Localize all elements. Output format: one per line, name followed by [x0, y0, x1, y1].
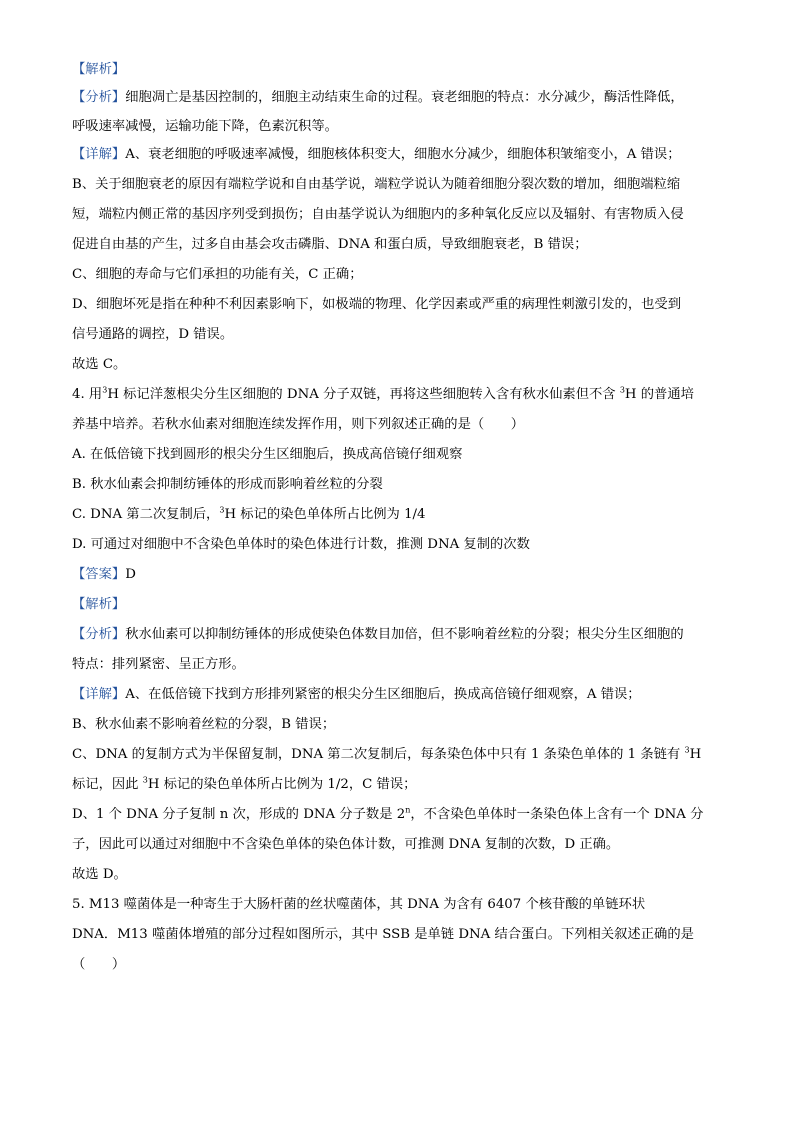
q4-c-line-1: C、DNA 的复制方式为半保留复制，DNA 第二次复制后，每条染色体中只有 1 条染色单体的 1 条链有 $^3$H — [72, 745, 702, 762]
q4-d-line-1: D、1 个 DNA 分子复制 n 次，形成的 DNA 分子数是 2$^n$，不含染色单体时一条染色体上含有一个 DNA 分 — [72, 805, 704, 822]
q3-fenxi-line-2: 呼吸速率减慢，运输功能下降，色素沉积等。 — [72, 119, 338, 134]
q4-stem-line-2: 养基中培养。若秋水仙素对细胞连续发挥作用，则下列叙述正确的是（ ） — [72, 417, 525, 432]
q4-d-line-2: 子，因此可以通过对细胞中不含染色单体的染色体计数，可推测 DNA 复制的次数，D 正确。 — [72, 837, 620, 852]
q4-conclusion: 故选 D。 — [72, 867, 127, 882]
q4-fenxi-line-2: 特点：排列紧密、呈正方形。 — [72, 657, 245, 672]
q5-stem-line-1: 5. M13 噬菌体是一种寄生于大肠杆菌的丝状噬菌体，其 DNA 为含有 6407 个核苷酸的单链环状 — [72, 897, 646, 912]
q4-c-line-2: 标记，因此 $^3$H 标记的染色单体所占比例为 1/2，C 错误； — [72, 775, 417, 792]
q3-b-line-2: 短，端粒内侧正常的基因序列受到损伤；自由基学说认为细胞内的多种氧化反应以及辐射、有害物质入侵 — [72, 207, 684, 222]
q4-option-a: A. 在低倍镜下找到圆形的根尖分生区细胞后，换成高倍镜仔细观察 — [72, 447, 463, 462]
q3-analysis — [72, 88, 722, 137]
q4-answer: 【答案】D — [72, 567, 136, 582]
q4-option-b: B. 秋水仙素会抑制纺锤体的形成而影响着丝粒的分裂 — [72, 477, 383, 492]
q5-stem-line-3: （ ） — [72, 957, 126, 972]
question-4 — [72, 385, 722, 885]
q4-analysis-heading: 【解析】 — [72, 597, 126, 612]
q4-xiangjie-a: 【详解】A、在低倍镜下找到方形排列紧密的根尖分生区细胞后，换成高倍镜仔细观察，A 错误； — [72, 687, 641, 702]
q3-c: C、细胞的寿命与它们承担的功能有关，C 正确； — [72, 267, 363, 282]
q3-xiangjie-a: 【详解】A、衰老细胞的呼吸速率减慢，细胞核体积变大，细胞水分减少，细胞体积皱缩变小，A 错误； — [72, 147, 681, 162]
q4-option-c: C. DNA 第二次复制后，$^3$H 标记的染色单体所占比例为 1/4 — [72, 505, 426, 522]
q4-option-d: D. 可通过对细胞中不含染色单体时的染色体进行计数，推测 DNA 复制的次数 — [72, 537, 530, 552]
q3-xiangjie — [72, 145, 722, 375]
q3-b-line-3: 促进自由基的产生，过多自由基会攻击磷脂、DNA 和蛋白质，导致细胞衰老，B 错误； — [72, 237, 588, 252]
analysis-heading: 【解析】 — [72, 62, 126, 77]
q3-d-line-1: D、细胞坏死是指在种种不利因素影响下，如极端的物理、化学因素或严重的病理性刺激引发的，也受到 — [72, 297, 682, 312]
q3-d-line-2: 信号通路的调控，D 错误。 — [72, 327, 234, 342]
q3-conclusion: 故选 C。 — [72, 357, 127, 372]
q4-b: B、秋水仙素不影响着丝粒的分裂，B 错误； — [72, 717, 336, 732]
q4-stem-line-1: 4. 用$^3$H 标记洋葱根尖分生区细胞的 DNA 分子双链，再将这些细胞转入含有秋水仙素但不含 $^3$H 的普通培 — [72, 385, 694, 402]
q4-fenxi-line-1: 【分析】秋水仙素可以抑制纺锤体的形成使染色体数目加倍，但不影响着丝粒的分裂；根尖分生区细胞的 — [72, 627, 684, 642]
q3-fenxi-line-1: 【分析】细胞凋亡是基因控制的，细胞主动结束生命的过程。衰老细胞的特点：水分减少，酶活性降低， — [72, 90, 684, 105]
q5-stem-line-2: DNA．M13 噬菌体增殖的部分过程如图所示，其中 SSB 是单链 DNA 结合蛋白。下列相关叙述正确的是 — [72, 927, 694, 942]
document-page — [72, 60, 722, 975]
question-5 — [72, 895, 722, 975]
q3-b-line-1: B、关于细胞衰老的原因有端粒学说和自由基学说，端粒学说认为随着细胞分裂次数的增加，细胞端粒缩 — [72, 177, 681, 192]
